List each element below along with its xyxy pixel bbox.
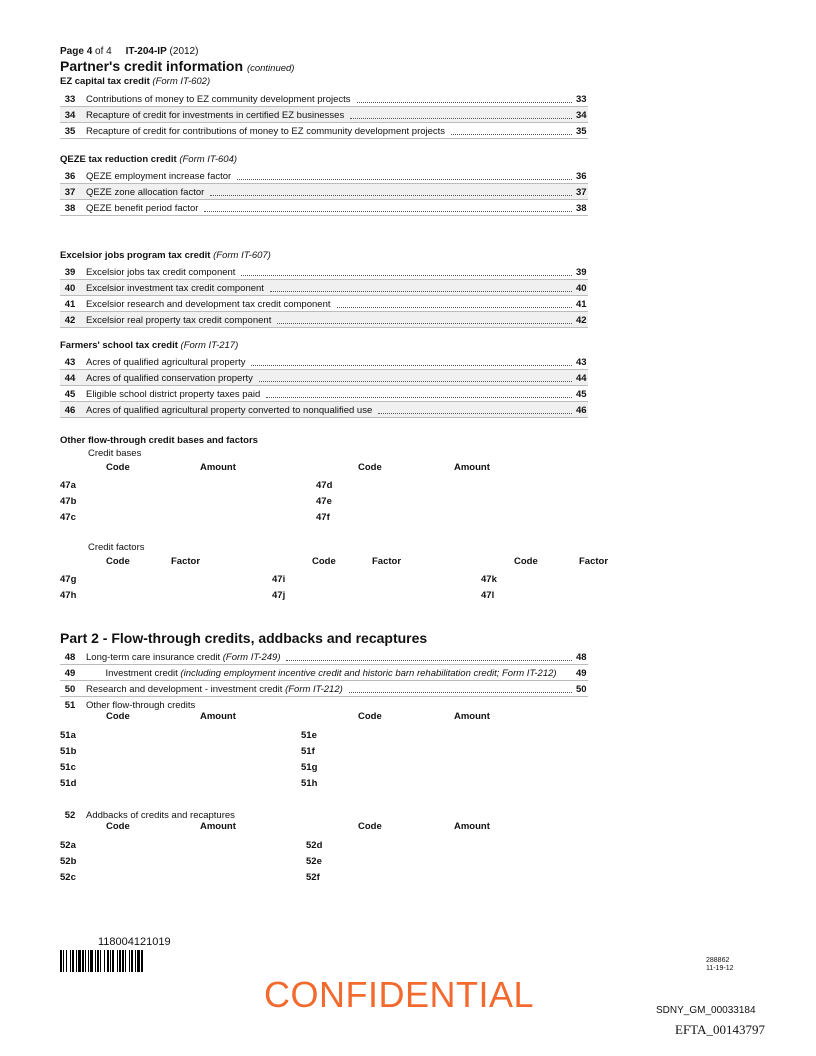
factors-code-header-1: Code: [106, 556, 130, 567]
bases-code-header-2: Code: [358, 462, 382, 473]
barcode-bar: [119, 950, 121, 972]
entry-code: 47c: [60, 512, 76, 523]
line-number: 39: [64, 266, 76, 278]
dot-leader: [337, 299, 573, 308]
line-divider: [60, 417, 588, 418]
barcode-bar: [100, 950, 101, 972]
l52-amount-header: Amount: [200, 821, 236, 832]
entry-code: 51c: [60, 762, 76, 773]
barcode-bar: [112, 950, 114, 972]
excelsior-heading-text: Excelsior jobs program tax credit: [60, 250, 211, 261]
barcode-bar: [63, 950, 64, 972]
line-label: [80, 684, 343, 695]
barcode-bar: [110, 950, 111, 972]
entry-code: 51b: [60, 746, 77, 757]
form-line: [60, 354, 588, 370]
title-note: (continued): [246, 63, 295, 74]
ez-form: (Form IT-602): [152, 76, 211, 87]
line-label: Acres of qualified conservation property: [86, 372, 253, 384]
line-number: 37: [64, 186, 76, 198]
barcode-bar: [76, 950, 77, 972]
other-heading: Other flow-through credit bases and factors: [60, 435, 258, 446]
dot-leader: [349, 684, 572, 693]
line-number: 51: [64, 699, 76, 711]
factors-factor-header-1: Factor: [171, 556, 201, 567]
dot-leader: [350, 110, 572, 119]
page-label: Page: [60, 46, 84, 57]
line-form-ref: (Form IT-212): [285, 683, 343, 695]
form-line: [60, 370, 588, 386]
entry-code: 47d: [316, 480, 333, 491]
line-number: 43: [64, 356, 76, 368]
barcode-bar: [60, 950, 62, 972]
line-number: 41: [64, 298, 76, 310]
line-label: Recapture of credit for contributions of money to EZ community development projects: [86, 125, 446, 137]
entry-code: 51d: [60, 778, 77, 789]
line-ref-number: 35: [576, 125, 587, 137]
barcode-bar: [141, 950, 143, 972]
bases-amount-header: Amount: [200, 462, 236, 473]
line-number: 34: [64, 109, 76, 121]
barcode-bar: [135, 950, 136, 972]
line-label: Recapture of credit for investments in certified EZ businesses: [86, 109, 345, 121]
barcode-bar: [82, 950, 84, 972]
l52-code-header: Code: [106, 821, 130, 832]
barcode-bar: [122, 950, 124, 972]
barcode-bar: [107, 950, 109, 972]
entry-code: 47g: [60, 574, 77, 585]
form-line: [60, 107, 588, 123]
form-line: [60, 123, 588, 139]
form-line: [60, 280, 588, 296]
factors-code-header-2: Code: [312, 556, 336, 567]
barcode-bar: [66, 950, 67, 972]
page-title: [60, 58, 294, 74]
form-line: [60, 402, 588, 418]
ez-heading: [60, 76, 210, 87]
factors-code-header-3: Code: [514, 556, 538, 567]
entry-code: 47e: [316, 496, 332, 507]
entry-code: 52e: [306, 856, 322, 867]
farmers-form: (Form IT-217): [180, 340, 239, 351]
line-label: [99, 668, 556, 679]
excelsior-form: (Form IT-607): [213, 250, 271, 261]
dot-leader: [270, 283, 572, 292]
line-ref-number: 33: [576, 93, 587, 105]
barcode-bar: [104, 950, 105, 972]
line-ref-number: 42: [576, 314, 587, 326]
line-number: 52: [64, 809, 76, 821]
line-label: Contributions of money to EZ community development projects: [86, 93, 351, 105]
barcode-bar: [95, 950, 96, 972]
line-label: Excelsior investment tax credit component: [86, 282, 264, 294]
dot-leader: [210, 187, 572, 196]
form-line: [60, 649, 588, 665]
form-line: [60, 681, 588, 697]
line-label: [80, 652, 280, 663]
line-ref-number: 45: [576, 388, 587, 400]
line-ref-number: 46: [576, 404, 587, 416]
line-label: Acres of qualified agricultural property converted to nonqualified use: [86, 404, 373, 416]
barcode-bar: [72, 950, 74, 972]
line-number: 45: [64, 388, 76, 400]
line-number: 46: [64, 404, 76, 416]
line-ref-number: 37: [576, 186, 587, 198]
entry-code: 51a: [60, 730, 76, 741]
form-code-1: 288862: [706, 957, 730, 964]
line-form-ref: (including employment incentive credit and historic barn rehabilitation credit; Form IT-212): [180, 667, 557, 679]
entry-code: 52d: [306, 840, 323, 851]
dot-leader: [357, 94, 572, 103]
entry-code: 52b: [60, 856, 77, 867]
line-label: [80, 700, 195, 711]
line-label: [80, 810, 235, 821]
barcode-bar: [90, 950, 93, 972]
form-line: [60, 312, 588, 328]
entry-code: 52a: [60, 840, 76, 851]
line-label-text: Research and development - investment credit: [86, 683, 283, 695]
barcode-bar: [125, 950, 126, 972]
line-number: 50: [64, 683, 76, 695]
l51-amount-header: Amount: [200, 711, 236, 722]
barcode-image: [60, 950, 216, 972]
line-label-text: Investment credit: [105, 667, 178, 679]
line-number: 48: [64, 651, 76, 663]
l51-code-header-2: Code: [358, 711, 382, 722]
line-label-text: Other flow-through credits: [86, 699, 196, 711]
l52-code-header-2: Code: [358, 821, 382, 832]
entry-code: 51h: [301, 778, 318, 789]
line-label: Excelsior real property tax credit component: [86, 314, 272, 326]
entry-code: 47b: [60, 496, 77, 507]
barcode-bar: [88, 950, 89, 972]
page-total: of 4: [95, 46, 112, 57]
line-ref-number: 36: [576, 170, 587, 182]
part2-heading: Part 2 - Flow-through credits, addbacks and recaptures: [60, 630, 428, 646]
dot-leader: [241, 267, 572, 276]
l51-amount-header-2: Amount: [454, 711, 490, 722]
barcode-bar: [137, 950, 140, 972]
barcode-bar: [129, 950, 130, 972]
page-number: 4: [86, 46, 93, 57]
dot-leader: [286, 652, 572, 661]
barcode-bar: [97, 950, 99, 972]
line-label: Eligible school district property taxes paid: [86, 388, 261, 400]
line-number: 49: [64, 667, 76, 679]
line-ref-number: 48: [576, 651, 587, 663]
entry-code: 52f: [306, 872, 320, 883]
dot-leader: [259, 373, 572, 382]
line-divider: [60, 327, 588, 328]
line-label: Excelsior jobs tax credit component: [86, 266, 236, 278]
form-year: (2012): [169, 46, 199, 57]
dot-leader: [251, 357, 572, 366]
bases-amount-header-2: Amount: [454, 462, 490, 473]
form-id: IT-204-IP: [125, 46, 167, 57]
entry-code: 47h: [60, 590, 77, 601]
farmers-heading: [60, 340, 238, 351]
farmers-heading-text: Farmers' school tax credit: [60, 340, 178, 351]
dot-leader: [277, 315, 572, 324]
line-ref-number: 49: [576, 667, 587, 679]
credit-bases-label: Credit bases: [88, 448, 142, 459]
entry-code: 51f: [301, 746, 315, 757]
line-label: QEZE benefit period factor: [86, 202, 199, 214]
entry-code: 52c: [60, 872, 76, 883]
line-number: 33: [64, 93, 76, 105]
barcode-bar: [70, 950, 71, 972]
line-number: 44: [64, 372, 76, 384]
page-header: [60, 46, 198, 57]
line-ref-number: 40: [576, 282, 587, 294]
entry-code: 51e: [301, 730, 317, 741]
line-number: 40: [64, 282, 76, 294]
line-number: 38: [64, 202, 76, 214]
line-number: 36: [64, 170, 76, 182]
line-ref-number: 44: [576, 372, 587, 384]
form-line: [60, 296, 588, 312]
entry-code: 47i: [272, 574, 286, 585]
line-label: QEZE zone allocation factor: [86, 186, 205, 198]
sdny-bates-number: SDNY_GM_00033184: [656, 1005, 756, 1016]
entry-code: 47l: [481, 590, 495, 601]
line-form-ref: (Form IT-249): [222, 651, 281, 663]
line-label-text: Long-term care insurance credit: [86, 651, 221, 663]
entry-code: 47k: [481, 574, 497, 585]
dot-leader: [204, 203, 572, 212]
line-label: QEZE employment increase factor: [86, 170, 232, 182]
bases-code-header: Code: [106, 462, 130, 473]
form-code: [706, 957, 734, 973]
line-label-text: Addbacks of credits and recaptures: [86, 809, 235, 821]
line-ref-number: 39: [576, 266, 587, 278]
form-line: [60, 184, 588, 200]
l51-code-header: Code: [106, 711, 130, 722]
barcode-bar: [117, 950, 118, 972]
title-main: Partner's credit information: [60, 58, 244, 74]
entry-code: 47j: [272, 590, 286, 601]
excelsior-heading: [60, 250, 271, 261]
form-line: [60, 386, 588, 402]
dot-leader: [237, 171, 572, 180]
form-line: [60, 264, 588, 280]
barcode-number: 118004121019: [98, 936, 171, 948]
line-divider: [60, 215, 588, 216]
barcode-bar: [85, 950, 86, 972]
efta-bates-number: EFTA_00143797: [675, 1022, 765, 1037]
line-number: 42: [64, 314, 76, 326]
form-line: [60, 200, 588, 216]
barcode-bar: [78, 950, 81, 972]
line-ref-number: 50: [576, 683, 587, 695]
form-line: [60, 91, 588, 107]
qeze-heading-text: QEZE tax reduction credit: [60, 154, 177, 165]
credit-factors-label: Credit factors: [88, 542, 145, 553]
line-label: Acres of qualified agricultural property: [86, 356, 246, 368]
line-label: Excelsior research and development tax credit component: [86, 298, 331, 310]
line-divider: [60, 138, 588, 139]
form-line: [60, 665, 588, 681]
entry-code: 47f: [316, 512, 330, 523]
dot-leader: [378, 405, 572, 414]
line-ref-number: 43: [576, 356, 587, 368]
ez-heading-text: EZ capital tax credit: [60, 76, 150, 87]
factors-factor-header-3: Factor: [579, 556, 609, 567]
form-line: [60, 697, 588, 713]
barcode-bar: [131, 950, 133, 972]
factors-factor-header-2: Factor: [372, 556, 402, 567]
line-ref-number: 34: [576, 109, 587, 121]
line-ref-number: 41: [576, 298, 587, 310]
form-code-2: 11-19-12: [706, 965, 734, 972]
qeze-heading: [60, 154, 237, 165]
line-number: 35: [64, 125, 76, 137]
l52-amount-header-2: Amount: [454, 821, 490, 832]
confidential-stamp: CONFIDENTIAL: [264, 974, 535, 1015]
form-line: [60, 168, 588, 184]
entry-code: 47a: [60, 480, 76, 491]
form-line: [60, 807, 588, 823]
line-ref-number: 38: [576, 202, 587, 214]
entry-code: 51g: [301, 762, 318, 773]
dot-leader: [266, 389, 572, 398]
qeze-form: (Form IT-604): [179, 154, 238, 165]
dot-leader: [451, 126, 572, 135]
